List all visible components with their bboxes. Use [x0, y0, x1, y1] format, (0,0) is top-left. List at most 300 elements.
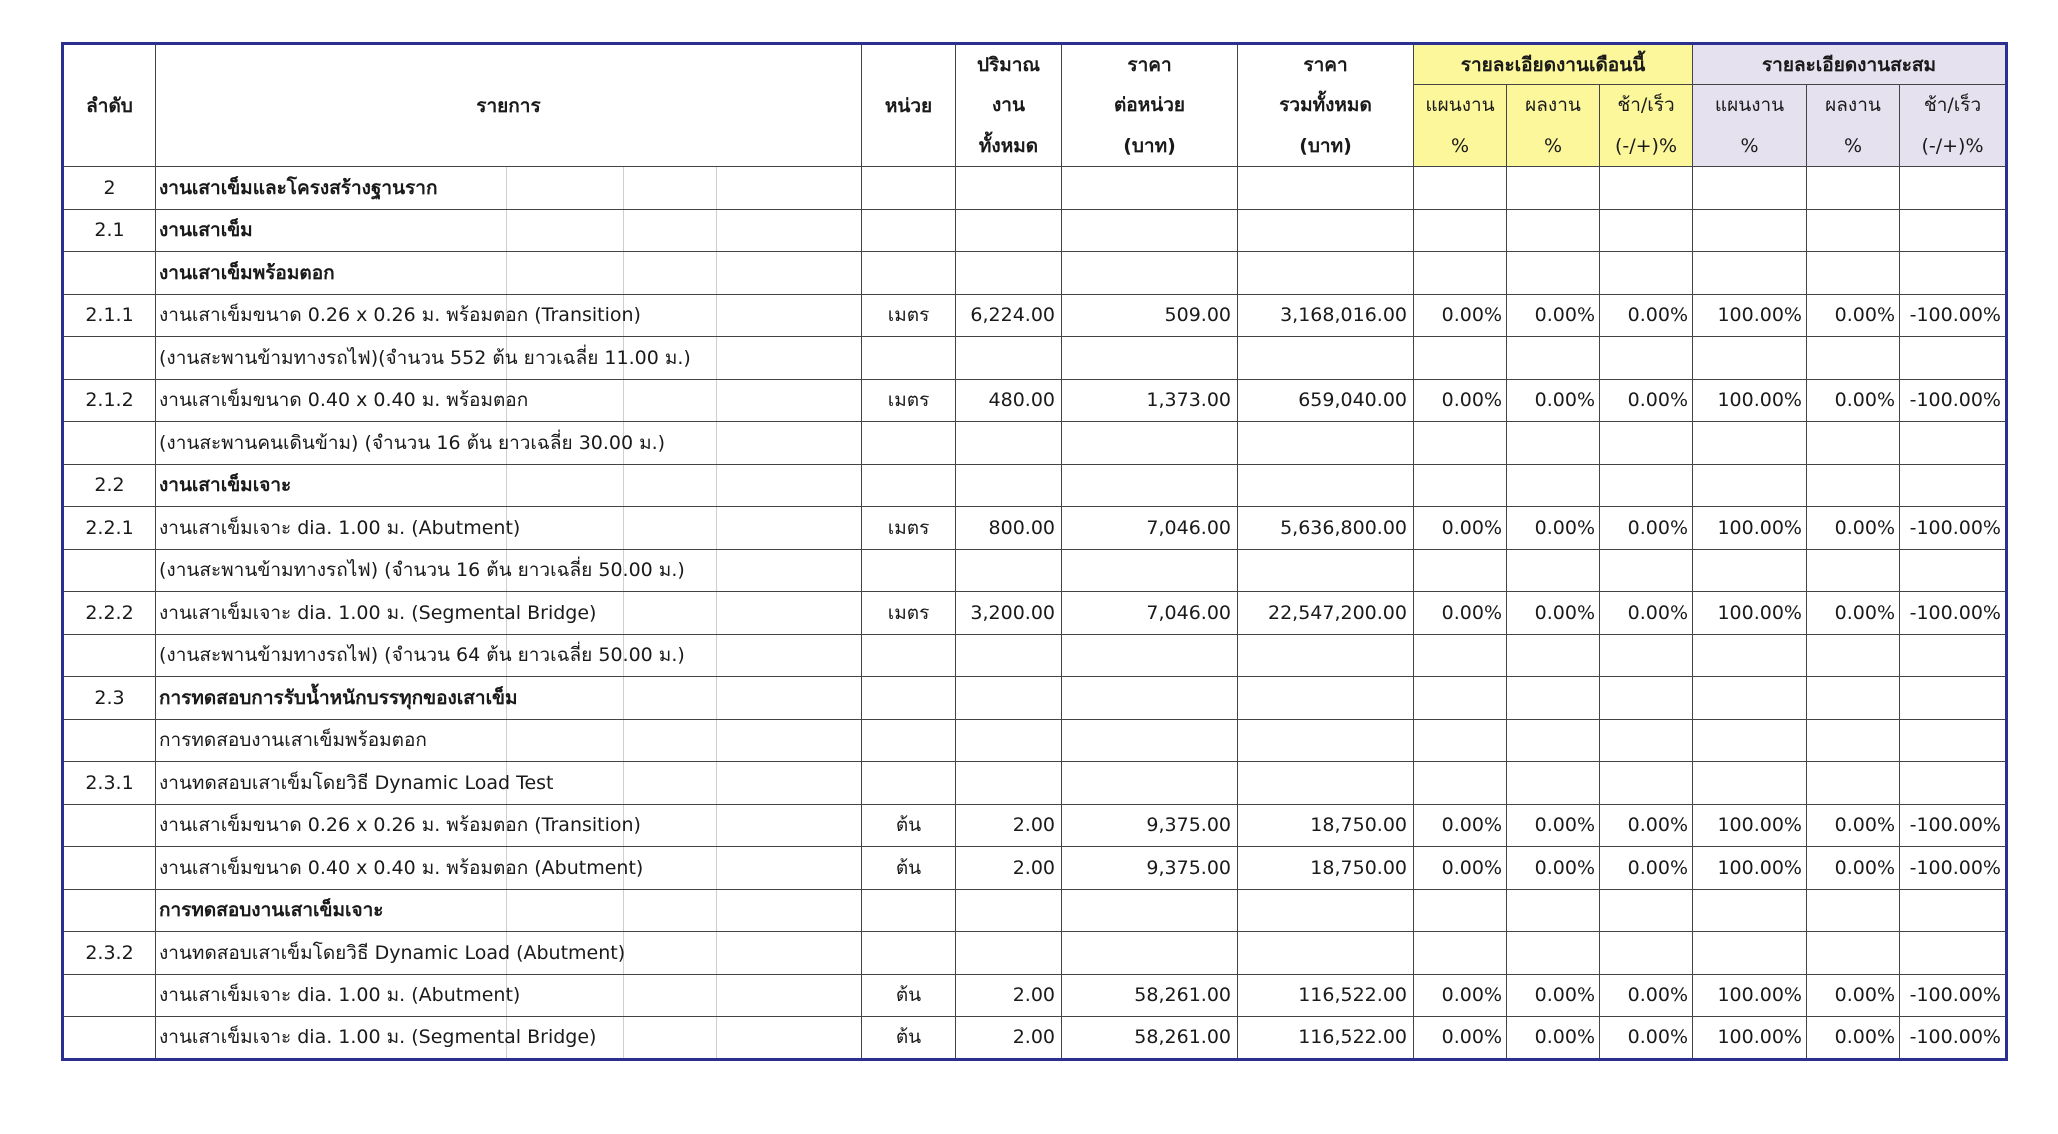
row-unit [862, 464, 956, 507]
row-no: 2 [63, 167, 156, 210]
row-cum-plan [1693, 209, 1807, 252]
row-total-price [1238, 677, 1414, 720]
row-month-actual: 0.00% [1507, 379, 1600, 422]
row-cum-plan: 100.00% [1693, 847, 1807, 890]
row-unit-price: 1,373.00 [1062, 379, 1238, 422]
header-item: รายการ [156, 44, 862, 167]
row-description: งานทดสอบเสาเข็มโดยวิธี Dynamic Load Test [156, 762, 862, 805]
row-quantity [956, 209, 1062, 252]
row-unit-price [1062, 634, 1238, 677]
row-month-plan [1414, 209, 1507, 252]
row-month-actual: 0.00% [1507, 1017, 1600, 1060]
row-description: การทดสอบงานเสาเข็มเจาะ [156, 889, 862, 932]
row-quantity [956, 719, 1062, 762]
row-cum-actual [1807, 422, 1900, 465]
header-qty-line2: งาน [956, 85, 1062, 126]
row-month-plan [1414, 719, 1507, 762]
header-no: ลำดับ [63, 44, 156, 167]
row-cum-actual: 0.00% [1807, 294, 1900, 337]
row-no: 2.2.1 [63, 507, 156, 550]
row-cum-plan [1693, 719, 1807, 762]
row-unit [862, 549, 956, 592]
row-total-price: 116,522.00 [1238, 974, 1414, 1017]
row-total-price [1238, 889, 1414, 932]
row-month-plan [1414, 167, 1507, 210]
row-cum-actual: 0.00% [1807, 804, 1900, 847]
table-row [63, 847, 2007, 890]
header-cum-group: รายละเอียดงานสะสม [1693, 44, 2007, 85]
header-unit-price-line1: ราคา [1062, 44, 1238, 85]
row-total-price [1238, 932, 1414, 975]
row-cum-diff: -100.00% [1900, 847, 2007, 890]
row-month-diff [1600, 932, 1693, 975]
row-cum-plan: 100.00% [1693, 804, 1807, 847]
row-description: งานเสาเข็ม [156, 209, 862, 252]
row-description: งานเสาเข็มเจาะ dia. 1.00 ม. (Abutment) [156, 974, 862, 1017]
row-no: 2.2.2 [63, 592, 156, 635]
row-quantity [956, 422, 1062, 465]
row-unit-price [1062, 422, 1238, 465]
header-unit-price-line2: ต่อหน่วย [1062, 85, 1238, 126]
row-month-actual: 0.00% [1507, 804, 1600, 847]
row-month-plan: 0.00% [1414, 294, 1507, 337]
row-month-diff: 0.00% [1600, 507, 1693, 550]
row-cum-actual [1807, 167, 1900, 210]
row-no [63, 549, 156, 592]
row-month-diff: 0.00% [1600, 379, 1693, 422]
table-row [63, 592, 2007, 635]
row-quantity [956, 337, 1062, 380]
row-month-actual [1507, 464, 1600, 507]
row-description: (งานสะพานข้ามทางรถไฟ) (จำนวน 16 ต้น ยาวเฉลี่ย 50.00 ม.) [156, 549, 862, 592]
row-month-diff [1600, 167, 1693, 210]
row-cum-diff [1900, 422, 2007, 465]
header-cum-plan-unit: % [1693, 126, 1807, 167]
header-cum-diff-unit: (-/+)% [1900, 126, 2007, 167]
row-month-actual [1507, 634, 1600, 677]
row-month-actual [1507, 932, 1600, 975]
row-cum-actual: 0.00% [1807, 1017, 1900, 1060]
row-unit [862, 252, 956, 295]
row-month-plan [1414, 337, 1507, 380]
row-quantity: 800.00 [956, 507, 1062, 550]
row-cum-plan [1693, 677, 1807, 720]
table-row [63, 379, 2007, 422]
row-total-price: 18,750.00 [1238, 804, 1414, 847]
row-quantity [956, 252, 1062, 295]
row-cum-actual [1807, 762, 1900, 805]
table-row [63, 422, 2007, 465]
row-quantity [956, 889, 1062, 932]
row-unit-price: 7,046.00 [1062, 507, 1238, 550]
row-quantity [956, 932, 1062, 975]
row-no [63, 252, 156, 295]
row-no [63, 422, 156, 465]
row-month-diff [1600, 337, 1693, 380]
row-quantity: 2.00 [956, 1017, 1062, 1060]
row-unit-price [1062, 337, 1238, 380]
row-quantity [956, 634, 1062, 677]
row-cum-diff [1900, 889, 2007, 932]
row-month-actual [1507, 677, 1600, 720]
row-month-plan [1414, 677, 1507, 720]
row-cum-actual: 0.00% [1807, 379, 1900, 422]
row-unit [862, 889, 956, 932]
row-description: งานเสาเข็มเจาะ [156, 464, 862, 507]
table-row [63, 889, 2007, 932]
row-cum-diff [1900, 549, 2007, 592]
row-month-plan [1414, 464, 1507, 507]
row-unit [862, 209, 956, 252]
row-unit-price [1062, 167, 1238, 210]
row-cum-plan [1693, 167, 1807, 210]
row-unit [862, 677, 956, 720]
header-month-diff-unit: (-/+)% [1600, 126, 1693, 167]
row-total-price [1238, 337, 1414, 380]
row-no [63, 974, 156, 1017]
row-cum-plan: 100.00% [1693, 1017, 1807, 1060]
row-unit: เมตร [862, 507, 956, 550]
row-month-diff [1600, 252, 1693, 295]
row-cum-plan: 100.00% [1693, 974, 1807, 1017]
row-month-plan: 0.00% [1414, 804, 1507, 847]
row-quantity: 2.00 [956, 804, 1062, 847]
row-description: งานเสาเข็มพร้อมตอก [156, 252, 862, 295]
row-month-diff: 0.00% [1600, 592, 1693, 635]
row-month-diff [1600, 719, 1693, 762]
table-body [63, 167, 2007, 1060]
row-quantity: 2.00 [956, 847, 1062, 890]
row-cum-plan: 100.00% [1693, 507, 1807, 550]
row-quantity [956, 677, 1062, 720]
row-cum-diff: -100.00% [1900, 1017, 2007, 1060]
row-month-diff [1600, 549, 1693, 592]
row-cum-actual: 0.00% [1807, 974, 1900, 1017]
row-cum-diff [1900, 634, 2007, 677]
row-cum-diff: -100.00% [1900, 507, 2007, 550]
row-unit: ต้น [862, 804, 956, 847]
row-month-plan [1414, 762, 1507, 805]
row-cum-diff [1900, 762, 2007, 805]
row-cum-plan [1693, 932, 1807, 975]
row-description: การทดสอบงานเสาเข็มพร้อมตอก [156, 719, 862, 762]
row-cum-plan [1693, 549, 1807, 592]
row-unit-price [1062, 549, 1238, 592]
row-no: 2.3.2 [63, 932, 156, 975]
row-unit-price [1062, 932, 1238, 975]
row-unit-price [1062, 677, 1238, 720]
header-cum-plan: แผนงาน [1693, 85, 1807, 126]
row-month-plan [1414, 889, 1507, 932]
row-cum-actual: 0.00% [1807, 592, 1900, 635]
row-total-price: 18,750.00 [1238, 847, 1414, 890]
row-quantity [956, 464, 1062, 507]
row-month-plan: 0.00% [1414, 974, 1507, 1017]
row-cum-plan [1693, 337, 1807, 380]
row-month-diff: 0.00% [1600, 294, 1693, 337]
row-description: งานเสาเข็มเจาะ dia. 1.00 ม. (Segmental Bridge) [156, 1017, 862, 1060]
table-header [63, 44, 2007, 167]
row-month-plan [1414, 549, 1507, 592]
row-cum-actual [1807, 932, 1900, 975]
header-month-plan-unit: % [1414, 126, 1507, 167]
row-cum-diff [1900, 252, 2007, 295]
row-month-diff [1600, 889, 1693, 932]
row-cum-actual [1807, 719, 1900, 762]
header-cum-diff: ช้า/เร็ว [1900, 85, 2007, 126]
row-unit-price [1062, 464, 1238, 507]
row-no: 2.3 [63, 677, 156, 720]
header-month-actual-unit: % [1507, 126, 1600, 167]
row-total-price [1238, 762, 1414, 805]
row-total-price [1238, 464, 1414, 507]
row-month-diff [1600, 634, 1693, 677]
row-month-actual [1507, 422, 1600, 465]
work-progress-table [61, 42, 2008, 1061]
table-row [63, 974, 2007, 1017]
row-cum-plan [1693, 889, 1807, 932]
row-month-plan: 0.00% [1414, 507, 1507, 550]
table-row [63, 932, 2007, 975]
row-total-price [1238, 167, 1414, 210]
row-cum-plan [1693, 634, 1807, 677]
row-cum-diff [1900, 464, 2007, 507]
row-unit [862, 634, 956, 677]
row-no: 2.2 [63, 464, 156, 507]
row-total-price: 3,168,016.00 [1238, 294, 1414, 337]
row-month-actual [1507, 549, 1600, 592]
table-row [63, 1017, 2007, 1060]
row-cum-diff: -100.00% [1900, 804, 2007, 847]
row-cum-plan: 100.00% [1693, 592, 1807, 635]
row-description: งานเสาเข็มขนาด 0.40 x 0.40 ม. พร้อมตอก (Abutment) [156, 847, 862, 890]
row-total-price [1238, 549, 1414, 592]
row-cum-actual: 0.00% [1807, 507, 1900, 550]
table-row [63, 677, 2007, 720]
row-unit [862, 422, 956, 465]
row-total-price [1238, 209, 1414, 252]
row-unit-price: 509.00 [1062, 294, 1238, 337]
row-quantity: 480.00 [956, 379, 1062, 422]
row-unit: ต้น [862, 1017, 956, 1060]
row-unit-price: 58,261.00 [1062, 1017, 1238, 1060]
row-unit-price: 9,375.00 [1062, 804, 1238, 847]
row-unit: ต้น [862, 974, 956, 1017]
row-unit: ต้น [862, 847, 956, 890]
table-row [63, 294, 2007, 337]
row-cum-diff [1900, 677, 2007, 720]
row-description: การทดสอบการรับน้ำหนักบรรทุกของเสาเข็ม [156, 677, 862, 720]
row-total-price: 22,547,200.00 [1238, 592, 1414, 635]
header-cum-actual-unit: % [1807, 126, 1900, 167]
table-row [63, 549, 2007, 592]
header-total-price-line2: รวมทั้งหมด [1238, 85, 1414, 126]
row-description: (งานสะพานข้ามทางรถไฟ)(จำนวน 552 ต้น ยาวเฉลี่ย 11.00 ม.) [156, 337, 862, 380]
table-row [63, 209, 2007, 252]
header-qty-line3: ทั้งหมด [956, 126, 1062, 167]
row-cum-diff [1900, 167, 2007, 210]
header-unit-price-line3: (บาท) [1062, 126, 1238, 167]
row-unit-price: 7,046.00 [1062, 592, 1238, 635]
table-row [63, 252, 2007, 295]
row-total-price [1238, 719, 1414, 762]
row-description: งานเสาเข็มเจาะ dia. 1.00 ม. (Segmental Bridge) [156, 592, 862, 635]
row-cum-actual [1807, 337, 1900, 380]
row-unit-price [1062, 719, 1238, 762]
table-row [63, 634, 2007, 677]
table-row [63, 464, 2007, 507]
row-unit [862, 337, 956, 380]
row-cum-actual [1807, 634, 1900, 677]
header-unit: หน่วย [862, 44, 956, 167]
row-month-diff [1600, 464, 1693, 507]
row-description: งานทดสอบเสาเข็มโดยวิธี Dynamic Load (Abutment) [156, 932, 862, 975]
row-unit: เมตร [862, 592, 956, 635]
row-total-price [1238, 634, 1414, 677]
row-cum-diff [1900, 209, 2007, 252]
row-cum-plan: 100.00% [1693, 294, 1807, 337]
row-no: 2.1.2 [63, 379, 156, 422]
row-month-diff [1600, 762, 1693, 805]
table-row [63, 719, 2007, 762]
row-cum-actual [1807, 252, 1900, 295]
row-month-actual: 0.00% [1507, 507, 1600, 550]
row-description: (งานสะพานข้ามทางรถไฟ) (จำนวน 64 ต้น ยาวเฉลี่ย 50.00 ม.) [156, 634, 862, 677]
row-cum-actual [1807, 464, 1900, 507]
header-month-diff: ช้า/เร็ว [1600, 85, 1693, 126]
row-month-plan: 0.00% [1414, 1017, 1507, 1060]
row-unit [862, 932, 956, 975]
row-month-diff: 0.00% [1600, 804, 1693, 847]
row-month-plan [1414, 634, 1507, 677]
row-unit [862, 167, 956, 210]
row-month-actual [1507, 167, 1600, 210]
row-cum-actual [1807, 209, 1900, 252]
row-no [63, 337, 156, 380]
table-row [63, 337, 2007, 380]
row-month-plan [1414, 932, 1507, 975]
row-month-diff [1600, 677, 1693, 720]
header-month-plan: แผนงาน [1414, 85, 1507, 126]
row-month-actual: 0.00% [1507, 847, 1600, 890]
row-total-price: 659,040.00 [1238, 379, 1414, 422]
row-quantity: 6,224.00 [956, 294, 1062, 337]
row-description: งานเสาเข็มและโครงสร้างฐานราก [156, 167, 862, 210]
row-month-plan [1414, 422, 1507, 465]
row-description: งานเสาเข็มเจาะ dia. 1.00 ม. (Abutment) [156, 507, 862, 550]
row-unit: เมตร [862, 379, 956, 422]
row-unit: เมตร [862, 294, 956, 337]
row-cum-plan: 100.00% [1693, 379, 1807, 422]
row-month-actual: 0.00% [1507, 294, 1600, 337]
row-no: 2.1 [63, 209, 156, 252]
row-month-actual [1507, 209, 1600, 252]
row-month-actual [1507, 762, 1600, 805]
row-no [63, 1017, 156, 1060]
row-unit-price [1062, 762, 1238, 805]
row-month-actual [1507, 252, 1600, 295]
row-quantity: 3,200.00 [956, 592, 1062, 635]
row-unit-price: 9,375.00 [1062, 847, 1238, 890]
row-unit-price: 58,261.00 [1062, 974, 1238, 1017]
row-unit-price [1062, 209, 1238, 252]
table-row [63, 762, 2007, 805]
row-cum-plan [1693, 464, 1807, 507]
row-no [63, 634, 156, 677]
row-unit-price [1062, 252, 1238, 295]
row-quantity: 2.00 [956, 974, 1062, 1017]
header-total-price-line3: (บาท) [1238, 126, 1414, 167]
row-cum-diff [1900, 337, 2007, 380]
row-no [63, 719, 156, 762]
row-no: 2.1.1 [63, 294, 156, 337]
row-unit-price [1062, 889, 1238, 932]
row-month-actual [1507, 719, 1600, 762]
row-description: (งานสะพานคนเดินข้าม) (จำนวน 16 ต้น ยาวเฉลี่ย 30.00 ม.) [156, 422, 862, 465]
row-month-diff: 0.00% [1600, 847, 1693, 890]
table-row [63, 167, 2007, 210]
row-no [63, 804, 156, 847]
row-quantity [956, 762, 1062, 805]
row-description: งานเสาเข็มขนาด 0.26 x 0.26 ม. พร้อมตอก (Transition) [156, 804, 862, 847]
row-cum-actual [1807, 889, 1900, 932]
row-cum-plan [1693, 252, 1807, 295]
header-qty-line1: ปริมาณ [956, 44, 1062, 85]
row-month-actual: 0.00% [1507, 974, 1600, 1017]
row-month-actual: 0.00% [1507, 592, 1600, 635]
row-month-actual [1507, 337, 1600, 380]
row-no [63, 889, 156, 932]
row-unit [862, 762, 956, 805]
row-total-price [1238, 422, 1414, 465]
table-row [63, 804, 2007, 847]
table-row [63, 507, 2007, 550]
row-cum-plan [1693, 762, 1807, 805]
header-month-group: รายละเอียดงานเดือนนี้ [1414, 44, 1693, 85]
row-quantity [956, 549, 1062, 592]
row-month-diff [1600, 422, 1693, 465]
row-month-diff [1600, 209, 1693, 252]
row-month-plan: 0.00% [1414, 847, 1507, 890]
row-cum-diff: -100.00% [1900, 592, 2007, 635]
header-cum-actual: ผลงาน [1807, 85, 1900, 126]
row-cum-diff: -100.00% [1900, 294, 2007, 337]
row-month-plan: 0.00% [1414, 592, 1507, 635]
row-cum-diff [1900, 932, 2007, 975]
row-no [63, 847, 156, 890]
row-description: งานเสาเข็มขนาด 0.26 x 0.26 ม. พร้อมตอก (Transition) [156, 294, 862, 337]
row-unit [862, 719, 956, 762]
row-total-price: 116,522.00 [1238, 1017, 1414, 1060]
row-cum-diff: -100.00% [1900, 974, 2007, 1017]
row-cum-actual: 0.00% [1807, 847, 1900, 890]
row-cum-diff: -100.00% [1900, 379, 2007, 422]
row-cum-plan [1693, 422, 1807, 465]
header-total-price-line1: ราคา [1238, 44, 1414, 85]
row-month-actual [1507, 889, 1600, 932]
row-quantity [956, 167, 1062, 210]
row-month-diff: 0.00% [1600, 974, 1693, 1017]
header-month-actual: ผลงาน [1507, 85, 1600, 126]
row-cum-actual [1807, 677, 1900, 720]
row-no: 2.3.1 [63, 762, 156, 805]
row-total-price [1238, 252, 1414, 295]
row-cum-actual [1807, 549, 1900, 592]
row-month-diff: 0.00% [1600, 1017, 1693, 1060]
row-total-price: 5,636,800.00 [1238, 507, 1414, 550]
row-month-plan: 0.00% [1414, 379, 1507, 422]
row-cum-diff [1900, 719, 2007, 762]
